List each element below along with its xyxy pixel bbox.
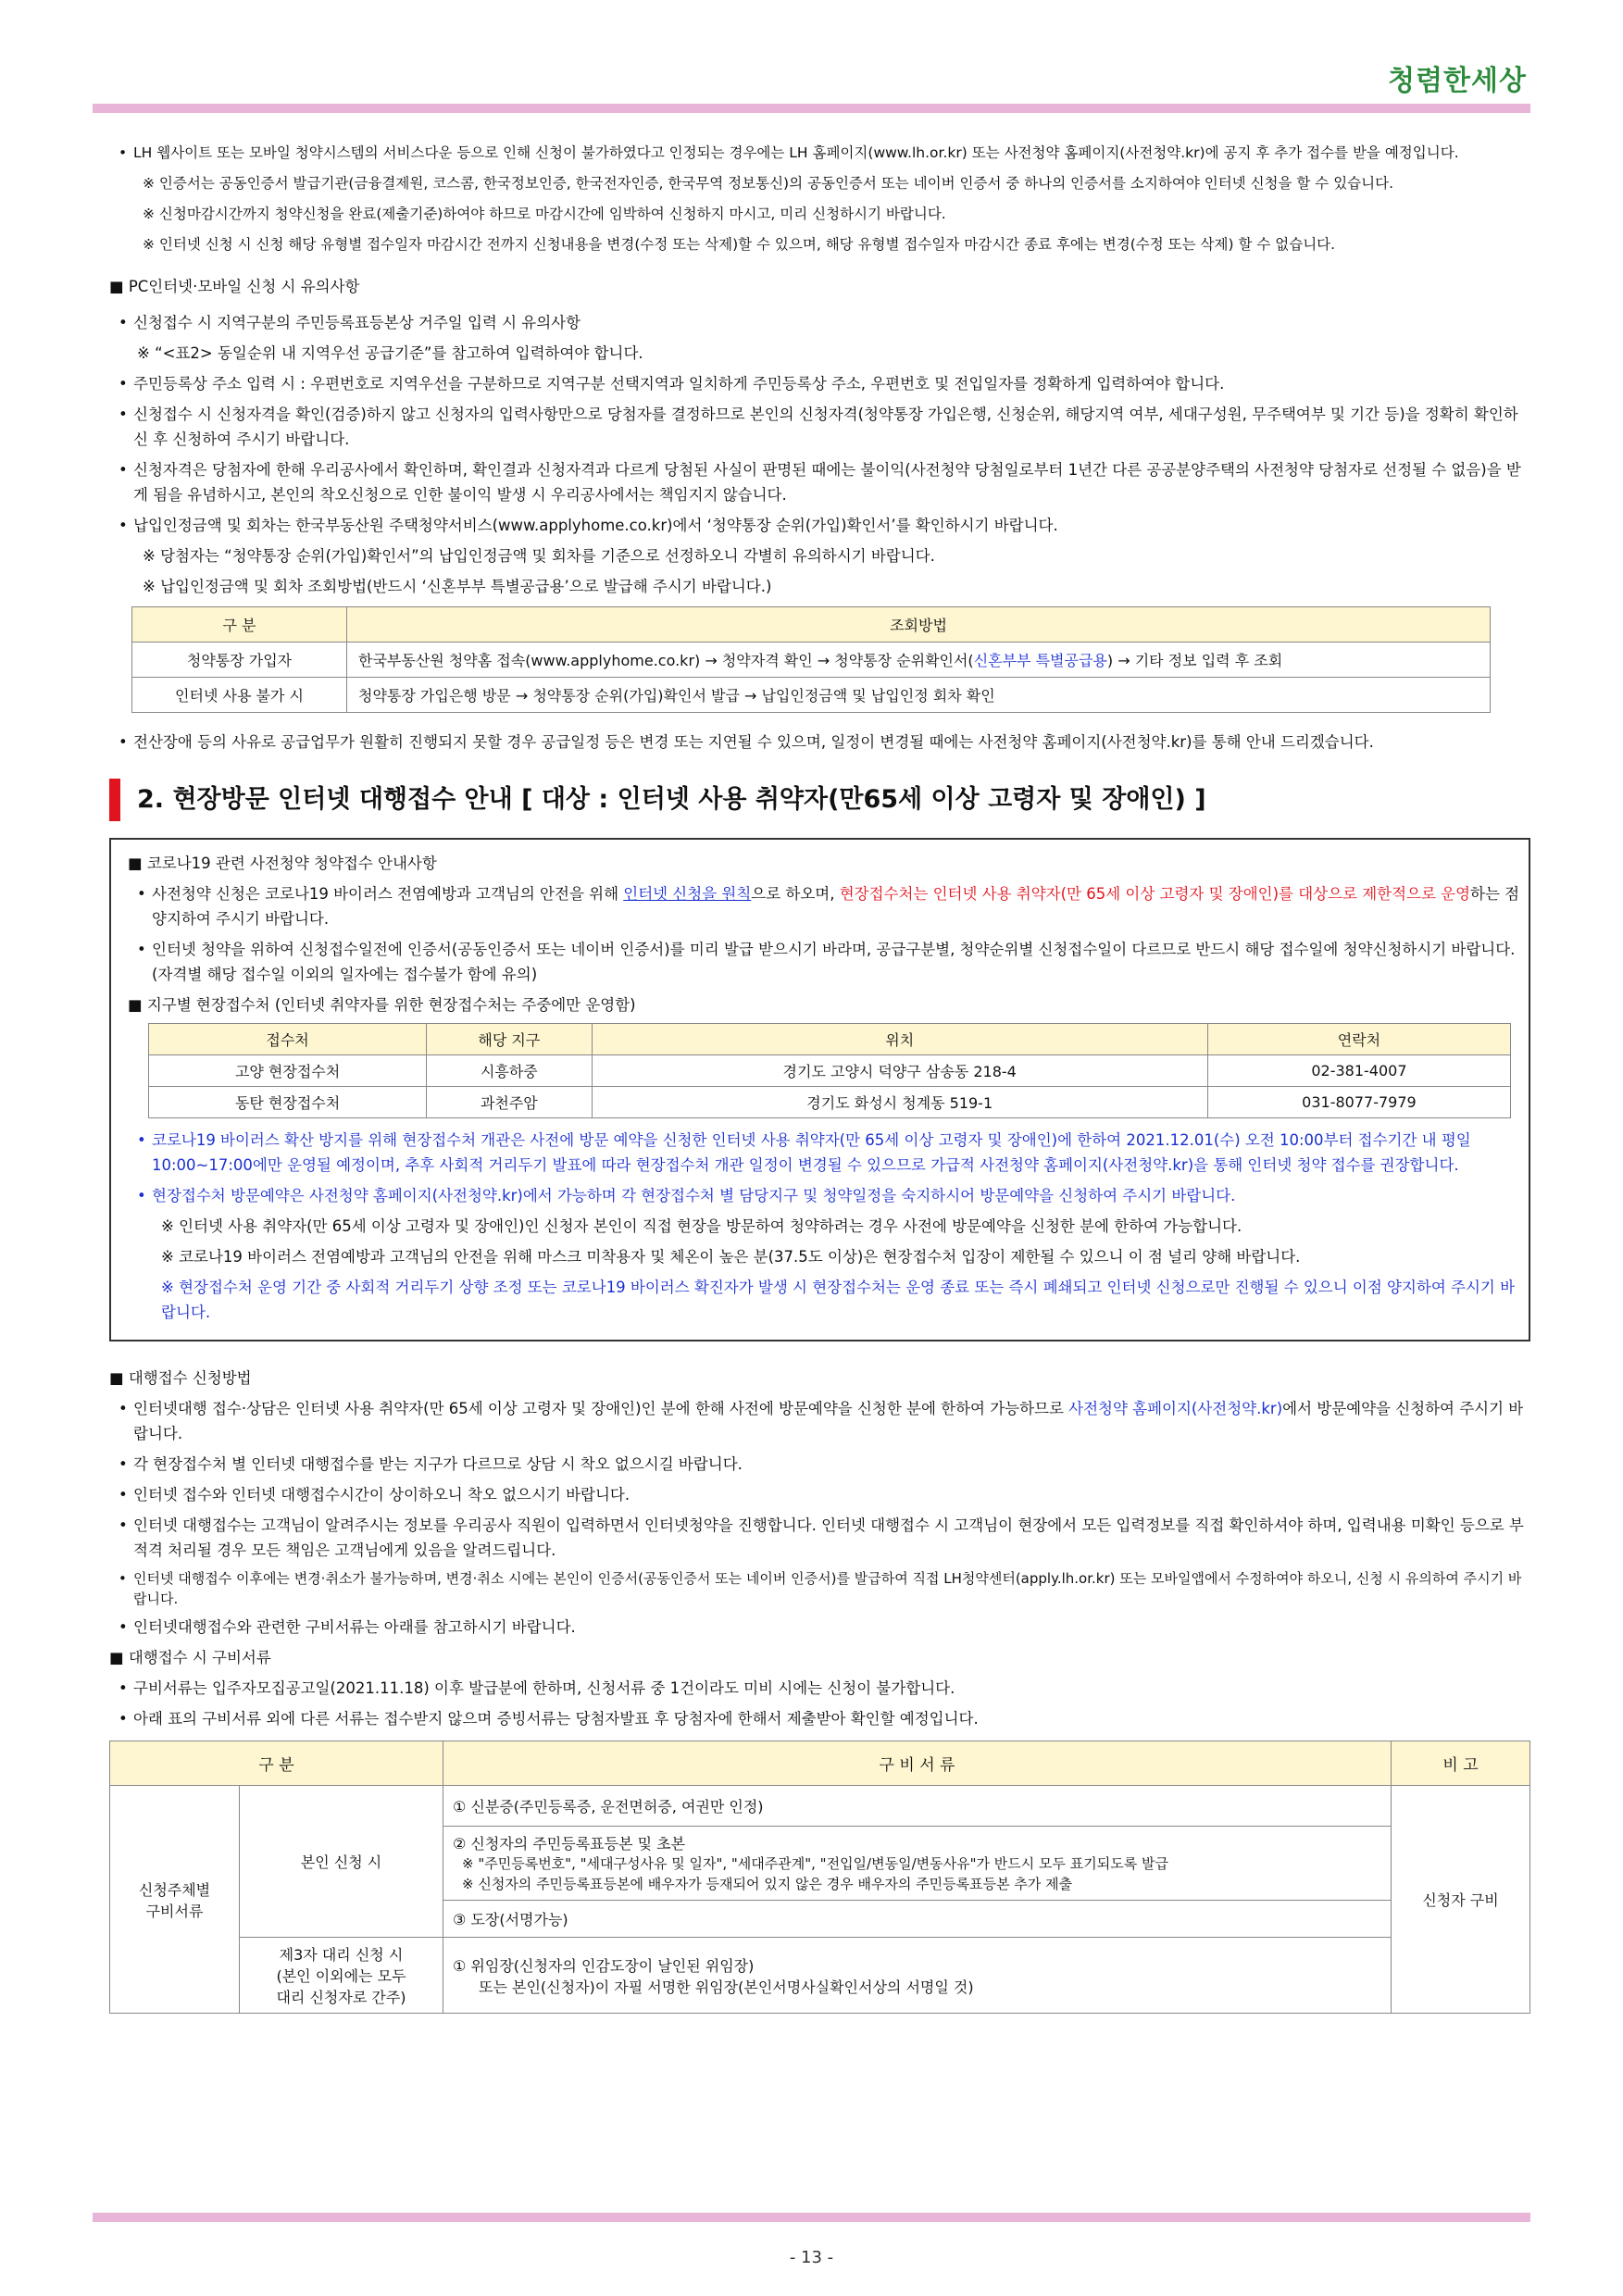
table-row <box>149 1087 1511 1118</box>
table-cell: 02-381-4007 <box>1207 1055 1510 1087</box>
table-cell: 청약통장 가입자 <box>132 643 347 678</box>
logo-text: 청렴한세상 <box>1388 65 1527 97</box>
doc-cell: ③ 도장(서명가능) <box>443 1901 1392 1938</box>
docs-bullet: • 구비서류는 입주자모집공고일(2021.11.18) 이후 발급분에 한하며, 신청서류 중 1건이라도 미비 시에는 신청이 불가합니다. <box>109 1676 1530 1701</box>
pc-bullet: • 주민등록상 주소 입력 시 : 우편번호로 지역우선을 구분하므로 지역구분 선택지역과 일치하게 주민등록상 주소, 우편번호 및 전입일자를 정확하게 입력하여야 합니다. <box>109 371 1530 396</box>
proxy-bullet: • 각 현장접수처 별 인터넷 대행접수를 받는 지구가 다르므로 상담 시 착오 없으시길 바랍니다. <box>109 1452 1530 1477</box>
proxy-bullet <box>109 1396 1530 1446</box>
table-cell: 인터넷 사용 불가 시 <box>132 678 347 713</box>
text: 인터넷대행 접수·상담은 인터넷 사용 취약자(만 65세 이상 고령자 및 장애인)인 분에 한해 사전에 방문예약을 신청한 분에 한하여 가능하므로 <box>133 1400 1069 1417</box>
table-cell: 시흥하중 <box>427 1055 592 1087</box>
blue-bullet: • 현장접수처 방문예약은 사전청약 홈페이지(사전청약.kr)에서 가능하며 각 현장접수처 별 담당지구 및 청약일정을 숙지하시어 방문예약을 신청하여 주시기 바랍니다. <box>128 1183 1521 1208</box>
box-note: ※ 인터넷 사용 취약자(만 65세 이상 고령자 및 장애인)인 신청자 본인이 직접 현장을 방문하여 청약하려는 경우 사전에 방문예약을 신청한 분에 한하여 가능합니다. <box>161 1217 1242 1235</box>
pc-bullet: • 신청접수 시 지역구분의 주민등록표등본상 거주일 입력 시 유의사항 <box>109 310 1530 335</box>
doc-text: 또는 본인(신청자)이 자필 서명한 위임장(본인서명사실확인서상의 서명일 것) <box>479 1978 974 1996</box>
blue-bullet: • 코로나19 바이러스 확산 방지를 위해 현장접수처 개관은 사전에 방문 예약을 신청한 인터넷 사용 취약자(만 65세 이상 고령자 및 장애인)에 한하여 2021.12.01(수) 오전 10:00부터 접수기간 내 평일 10:00~17:00에만 운영될 예정이며, 추후 사회적 거리두기 발표에 따라 현장접수처 개관 일정이 변경될 수 있으므로 가급적 사전청약 홈페이지(사전청약.kr)을 통해 인터넷 청약 접수를 권장합니다. <box>128 1128 1521 1178</box>
covid-notice-box <box>109 838 1530 1341</box>
pc-bullet: • 납입인정금액 및 회차는 한국부동산원 주택청약서비스(www.applyhome.co.kr)에서 ‘청약통장 순위(가입)확인서’를 확인하시기 바랍니다. <box>109 513 1530 538</box>
website-text: 사전청약 홈페이지(사전청약.kr) <box>1068 1400 1283 1417</box>
box-bullet <box>128 881 1521 931</box>
box-note: ※ 현장접수처 운영 기간 중 사회적 거리두기 상향 조정 또는 코로나19 바이러스 확진자가 발생 시 현장접수처는 운영 종료 또는 즉시 폐쇄되고 인터넷 신청으로만 진행될 수 있으니 이점 양지하여 주시기 바랍니다. <box>161 1279 1516 1321</box>
table-cell <box>347 678 1491 713</box>
remark-cell: 신청자 구비 <box>1392 1786 1530 2014</box>
page-content <box>109 141 1530 2014</box>
table-cell: 경기도 화성시 청계동 519-1 <box>592 1087 1207 1118</box>
table-cell: 경기도 고양시 덕양구 삼송동 218-4 <box>592 1055 1207 1087</box>
table-row <box>132 643 1491 678</box>
reception-table <box>148 1023 1511 1118</box>
outage-notice: • 전산장애 등의 사유로 공급업무가 원활히 진행되지 못할 경우 공급일정 등은 변경 또는 지연될 수 있으며, 일정이 변경될 때에는 사전청약 홈페이지(사전청약.kr)를 통해 안내 드리겠습니다. <box>109 730 1530 755</box>
method-text: → 청약자격 확인 → 청약통장 순위확인서( <box>700 652 974 669</box>
doc-note: ※ "주민등록번호", "세대구성사유 및 일자", "세대주관계", "전입일/변동일/변동사유"가 반드시 모두 표기되도록 발급 <box>462 1855 1168 1872</box>
proxy-bullet: • 인터넷대행접수와 관련한 구비서류는 아래를 참고하시기 바랍니다. <box>109 1615 1530 1640</box>
box-subheading: ■ 지구별 현장접수처 (인터넷 취약자를 위한 현장접수처는 주중에만 운영함) <box>128 996 636 1014</box>
doc-text: ② 신청자의 주민등록표등본 및 초본 <box>453 1835 686 1853</box>
intro-note: ※ 인증서는 공동인증서 발급기관(금융결제원, 코스콤, 한국정보인증, 한국전자인증, 한국무역 정보통신)의 공동인증서 또는 네이버 인증서 중 하나의 인증서를 소지하여야 인터넷 신청을 할 수 있습니다. <box>143 175 1394 192</box>
doc-text: ① 위임장(신청자의 인감도장이 날인된 위임장) <box>453 1956 755 1975</box>
box-bullet: • 인터넷 청약을 위하여 신청접수일전에 인증서(공동인증서 또는 네이버 인증서)를 미리 발급 받으시기 바라며, 공급구분별, 청약순위별 신청접수일이 다르므로 반드시 해당 접수일에 청약신청하시기 바랍니다.(자격별 해당 접수일 이외의 일자에는 접수불가 함에 유의) <box>128 937 1521 987</box>
section-heading: ■ 대행접수 신청방법 <box>109 1369 252 1387</box>
pc-note: ※ 당첨자는 “청약통장 순위(가입)확인서”의 납입인정금액 및 회차를 기준으로 선정하오니 각별히 유의하시기 바랍니다. <box>143 547 935 565</box>
text: 하는 점 양지하여 주시기 바랍니다. <box>152 885 1520 928</box>
logo <box>1388 57 1527 98</box>
category-cell: 신청주체별 구비서류 <box>110 1786 240 2014</box>
table-row <box>149 1055 1511 1087</box>
self-apply-cell: 본인 신청 시 <box>240 1786 443 1938</box>
text: 으로 하오며, <box>751 885 840 903</box>
table-cell <box>347 643 1491 678</box>
doc-cell <box>443 1938 1392 2014</box>
proxy-bullet: • 인터넷 접수와 인터넷 대행접수시간이 상이하오니 착오 없으시기 바랍니다. <box>109 1482 1530 1507</box>
section-heading: ■ 대행접수 시 구비서류 <box>109 1649 271 1666</box>
method-text: 청약통장 가입은행 방문 <box>358 687 511 705</box>
method-highlight: 신혼부부 특별공급용 <box>973 652 1107 669</box>
internet-apply-link[interactable]: 인터넷 신청을 원칙 <box>623 885 752 903</box>
doc-note: ※ 신청자의 주민등록표등본에 배우자가 등재되어 있지 않은 경우 배우자의 주민등록표등본 추가 제출 <box>462 1876 1073 1892</box>
box-note: ※ 코로나19 바이러스 전염예방과 고객님의 안전을 위해 마스크 미착용자 및 체온이 높은 분(37.5도 이상)은 현장접수처 입장이 제한될 수 있으니 이 점 널리 양해 바랍니다. <box>161 1248 1301 1266</box>
method-text: → 청약통장 순위(가입)확인서 발급 → 납입인정금액 및 납입인정 회차 확인 <box>510 687 995 705</box>
doc-cell <box>443 1827 1392 1901</box>
bottom-divider <box>93 2213 1530 2222</box>
section-title: 2. 현장방문 인터넷 대행접수 안내 [ 대상 : 인터넷 사용 취약자(만65세 이상 고령자 및 장애인) ] <box>109 779 1530 821</box>
table-row <box>110 1786 1530 1827</box>
table-header: 구 분 <box>110 1741 443 1786</box>
text: 사전청약 신청은 코로나19 바이러스 전염예방과 고객님의 안전을 위해 <box>152 885 624 903</box>
table-header: 조회방법 <box>347 607 1491 643</box>
table-header: 비 고 <box>1392 1741 1530 1786</box>
table-cell: 동탄 현장접수처 <box>149 1087 427 1118</box>
pc-bullet: • 신청접수 시 신청자격을 확인(검증)하지 않고 신청자의 입력사항만으로 당첨자를 결정하므로 본인의 신청자격(청약통장 가입은행, 신청순위, 해당지역 여부, 세대구성원, 무주택여부 및 기간 등)을 정확히 확인하신 후 신청하여 주시기 바랍니다. <box>109 402 1530 452</box>
method-text: 한국부동산원 청약홈 접속(www.applyhome.co.kr) <box>358 652 701 669</box>
section-heading: ■ PC인터넷·모바일 신청 시 유의사항 <box>109 278 360 295</box>
table-header: 연락처 <box>1207 1024 1510 1055</box>
table-header: 접수처 <box>149 1024 427 1055</box>
table-cell: 과천주암 <box>427 1087 592 1118</box>
intro-note: ※ 신청마감시간까지 청약신청을 완료(제출기준)하여야 하므로 마감시간에 임박하여 신청하지 마시고, 미리 신청하시기 바랍니다. <box>143 206 946 222</box>
proxy-bullet: • 인터넷 대행접수는 고객님이 알려주시는 정보를 우리공사 직원이 입력하면서 인터넷청약을 진행합니다. 인터넷 대행접수 시 고객님이 현장에서 모든 입력정보를 직접 확인하셔야 하며, 입력내용 미확인 등으로 부적격 처리될 경우 모든 책임은 고객님에게 있음을 알려드립니다. <box>109 1513 1530 1563</box>
top-divider <box>93 104 1530 113</box>
table-cell: 고양 현장접수처 <box>149 1055 427 1087</box>
pc-note: ※ 납입인정금액 및 회차 조회방법(반드시 ‘신혼부부 특별공급용’으로 발급해 주시기 바랍니다.) <box>143 578 772 595</box>
table-row <box>132 678 1491 713</box>
pc-bullet: • 신청자격은 당첨자에 한해 우리공사에서 확인하며, 확인결과 신청자격과 다르게 당첨된 사실이 판명된 때에는 불이익(사전청약 당첨일로부터 1년간 다른 공공분양주택의 사전청약 당첨자로 선정될 수 없음)을 받게 됨을 유념하시고, 본인의 착오신청으로 인한 불이익 발생 시 우리공사에서는 책임지지 않습니다. <box>109 457 1530 507</box>
box-heading: ■ 코로나19 관련 사전청약 청약접수 안내사항 <box>128 855 437 872</box>
table-header: 구 분 <box>132 607 347 643</box>
table-cell: 031-8077-7979 <box>1207 1087 1510 1118</box>
table-header: 위치 <box>592 1024 1207 1055</box>
page-number: - 13 - <box>789 2248 834 2267</box>
table-header: 해당 지구 <box>427 1024 592 1055</box>
required-docs-table <box>109 1741 1530 2014</box>
doc-cell: ① 신분증(주민등록증, 운전면허증, 여권만 인정) <box>443 1786 1392 1827</box>
intro-note: ※ 인터넷 신청 시 신청 해당 유형별 접수일자 마감시간 전까지 신청내용을 변경(수정 또는 삭제)할 수 있으며, 해당 유형별 접수일자 마감시간 종료 후에는 변경(수정 또는 삭제) 할 수 없습니다. <box>143 236 1336 253</box>
red-text: 현장접수처는 인터넷 사용 취약자(만 65세 이상 고령자 및 장애인)를 대상으로 제한적으로 운영 <box>839 885 1471 903</box>
text: 에서 방문예약을 신청하여 주시기 바랍니다. <box>133 1400 1524 1442</box>
inquiry-method-table <box>131 606 1491 713</box>
intro-bullet: • LH 웹사이트 또는 모바일 청약시스템의 서비스다운 등으로 인해 신청이 불가하였다고 인정되는 경우에는 LH 홈페이지(www.lh.or.kr) 또는 사전청약 홈페이지(사전청약.kr)에 공지 후 추가 접수를 받을 예정입니다. <box>109 141 1530 166</box>
table-row <box>110 1938 1530 2014</box>
proxy-bullet: • 인터넷 대행접수 이후에는 변경·취소가 불가능하며, 변경·취소 시에는 본인이 인증서(공동인증서 또는 네이버 인증서)를 발급하여 직접 LH청약센터(apply.lh.or.kr) 또는 모바일앱에서 수정하여야 하오니, 신청 시 유의하여 주시기 바랍니다. <box>109 1568 1530 1609</box>
docs-bullet: • 아래 표의 구비서류 외에 다른 서류는 접수받지 않으며 증빙서류는 당첨자발표 후 당첨자에 한해서 제출받아 확인할 예정입니다. <box>109 1706 1530 1731</box>
pc-note: ※ “<표2> 동일순위 내 지역우선 공급기준”를 참고하여 입력하여야 합니다. <box>137 344 643 362</box>
table-header: 구 비 서 류 <box>443 1741 1392 1786</box>
method-text: ) → 기타 정보 입력 후 조회 <box>1106 652 1283 669</box>
proxy-apply-cell: 제3자 대리 신청 시 (본인 이외에는 모두 대리 신청자로 간주) <box>240 1938 443 2014</box>
